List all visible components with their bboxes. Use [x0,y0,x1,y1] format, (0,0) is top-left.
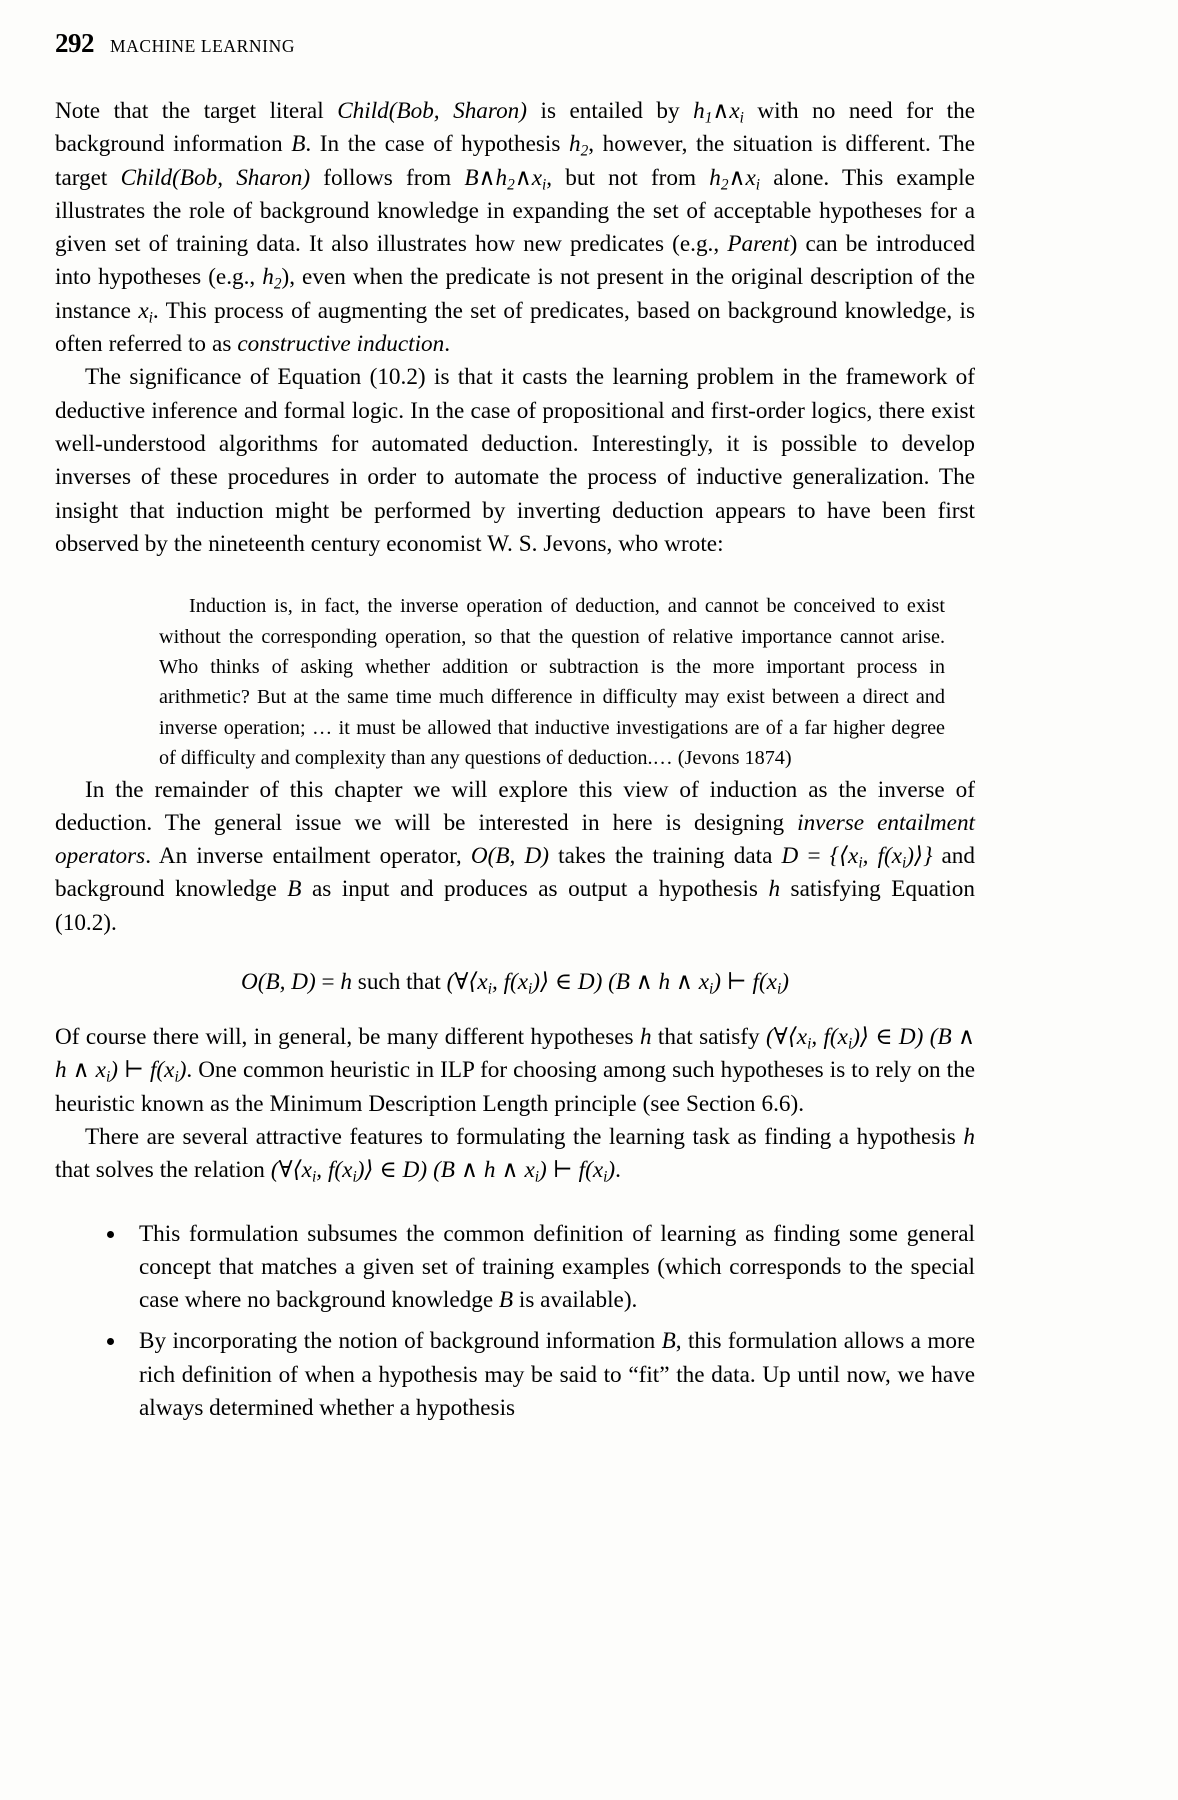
p1-h-2: h [569,131,581,158]
eq-O: O [241,969,258,996]
p5-h: h [963,1123,975,1150]
p5-rel-sub-1: i [311,1168,317,1186]
p1-x-3: x [745,164,756,191]
quotation-text: Induction is, in fact, the inverse operation of deduction, and cannot be conceived to exist without the corresponding operation, so that the question of relative importance cannot arise. Who thinks of asking whether addition or subtraction is the more important process in arithmetic? But at the same time much difference in difficulty may exist between a direct and inverse operation; … it must be allowed that inductive investigations are of a far higher degree of difficulty and complexity than any questions of deduction.… (Jevons 1874) [159,595,945,770]
eq-mid-3: ) ⊢ f(x [713,969,777,996]
p5-rel-sub-2: i [352,1168,357,1186]
p3-seg-f: satisfying Equation (10.2). [55,876,975,936]
p1-h-1-sub: 1 [704,109,713,127]
p1-seg-g: , but not from [546,164,710,191]
eq-sub-i-3: i [709,980,714,998]
running-head [55,28,975,59]
p3-B: B [287,876,302,903]
p5-rel-close: ) [607,1157,616,1184]
p4-rel-sub-4: i [174,1068,179,1086]
eq-forall-open: (∀⟨x [446,969,488,996]
p3-seg-e: as input and produces as output a hypothesis [301,876,769,903]
jevons-quotation [55,591,975,773]
p1-x-1-sub: i [739,109,744,127]
p4-rel-sub-1: i [807,1035,812,1053]
p3-D: D [781,843,799,870]
p3-set-mid: , f(x [862,843,903,870]
eq-sub-i-2: i [528,980,533,998]
p4-seg-b: that satisfy [651,1024,766,1051]
p1-seg-e: , however, the situation is different. The target [55,131,976,191]
p4-rel-open: (∀⟨x [766,1024,808,1051]
bullet-2-seg-a: By incorporating the notion of background information [139,1328,662,1355]
p4-rel-mid-2: )⟩ ∈ D) (B ∧ h ∧ x [55,1024,975,1084]
p5-seg-a: There are several attractive features to formulating the learning task as finding a hypothesis [85,1123,964,1150]
bullet-1-symbol: B [498,1287,514,1314]
p1-and-2: ∧ [478,164,496,191]
p3-equals: = [798,843,830,870]
p4-h: h [639,1024,652,1051]
paragraph-2: The significance of Equation (10.2) is that it casts the learning problem in the framework of deductive inference and formal logic. In the case of propositional and first-order logics, there exist well-understood algorithms for automated deduction. Interestingly, it is possible to develop inverses of these procedures in order to automate the process of inductive generalization. The insight that induction might be performed by inverting deduction appears to have been first observed by the nineteenth century economist W. S. Jevons, who wrote: [55,364,975,557]
p1-h-4: h [709,164,721,191]
p1-child-2: Child [120,164,173,191]
p1-x-2-sub: i [542,175,547,193]
p1-seg-k: . This process of augmenting the set of predicates, based on background knowledge, is often referred to as [55,297,975,358]
p5-rel-open: (∀⟨x [270,1157,312,1184]
list-item [55,1325,975,1425]
bullet-2-symbol: B [661,1328,676,1355]
bullet-icon [107,1231,114,1238]
p1-seg-i: ) can be introduced into hypotheses (e.g., [55,231,975,291]
displayed-equation [55,966,975,999]
p5-seg-b: that solves the relation [55,1157,271,1184]
eq-O-args: (B, D) [257,969,316,996]
p3-h: h [768,876,781,903]
p1-seg-c: with no need for the background information [55,98,975,158]
p3-set-close: )⟩} [906,843,933,870]
bullet-icon [107,1338,114,1345]
p5-rel-sub-4: i [603,1168,608,1186]
p5-rel-sub-3: i [534,1168,540,1186]
eq-h: h [340,969,352,996]
p1-h-1: h [693,98,705,124]
p4-rel-sub-3: i [105,1068,111,1086]
p5-rel-mid-2: )⟩ ∈ D) (B ∧ h ∧ x [356,1157,535,1184]
eq-sub-i-1: i [487,980,492,998]
eq-mid-2: )⟩ ∈ D) (B ∧ h ∧ x [532,969,709,996]
p1-h-4-sub: 2 [720,175,729,193]
p1-and-4: ∧ [728,164,746,191]
eq-sub-i-4: i [776,980,782,998]
p1-x-2: x [531,164,543,191]
list-item [55,1218,975,1318]
feature-list [55,1218,975,1426]
eq-mid-1: , f(x [491,969,529,996]
p1-x-4: x [138,297,149,324]
p1-and-1: ∧ [712,98,730,124]
p3-set-sub-2: i [902,854,907,872]
paragraph-5 [55,1121,975,1188]
p1-args-1: (Bob, Sharon) [388,98,527,124]
p1-h-5-sub: 2 [273,275,282,293]
p4-rel-mid-1: , f(x [811,1024,848,1051]
p3-seg-d: and background knowledge [55,843,975,903]
page-content [55,28,975,1433]
bullet-2-seg-b: , this formulation allows a more rich definition of when a hypothesis may be said to “fit” the data. Up until now, we have always determined whether a hypothesis [139,1328,975,1422]
bullet-1-seg-b: is available). [513,1287,638,1314]
eq-such-that: such that [352,969,447,996]
bullet-1-seg-a: This formulation subsumes the common definition of learning as finding some general concept that matches a given set of training examples (which corresponds to the special case where no background knowledge [139,1220,975,1314]
p1-seg-b: is entailed by [526,98,694,124]
p1-h-2-sub: 2 [580,142,589,160]
p1-h-5: h [262,264,274,291]
p5-seg-c: . [615,1157,621,1184]
p3-seg-a: In the remainder of this chapter we will explore this view of induction as the inverse of deduction. The general issue we will be interested in here is designing [55,776,975,836]
p1-seg-a: Note that the target literal [55,98,338,124]
p1-h-3-sub: 2 [507,175,515,193]
paragraph-1 [55,95,975,361]
p4-seg-c: . One common heuristic in ILP for choosing among such hypotheses is to rely on the heuristic known as the Minimum Description Length principle (see Section 6.6). [55,1057,976,1117]
p3-set-sub-1: i [858,854,863,872]
p3-inverse-entailment-operators: inverse entailment operators [55,809,975,870]
p1-seg-h: alone. This example illustrates the role of background knowledge in expanding the set of acceptable hypotheses for a given set of training data. It also illustrates how new predicates (e.g., [55,164,975,258]
p3-O-args: (B, D) [487,843,549,870]
p1-constructive-induction: constructive induction [237,331,445,358]
p3-O: O [470,843,488,870]
paragraph-4 [55,1021,975,1121]
p3-set-open: {⟨x [829,843,859,870]
p3-seg-b: . An inverse entailment operator, [145,843,471,870]
p5-rel-mid-3: ) ⊢ f(x [539,1157,604,1184]
book-title: MACHINE LEARNING [110,36,296,56]
p1-parent: Parent [727,231,790,258]
p4-rel-sub-2: i [847,1035,853,1053]
p1-args-2: (Bob, Sharon) [172,164,311,191]
p1-x-1: x [729,98,740,124]
p4-rel-close: ) [178,1057,187,1084]
p1-x-3-sub: i [755,175,760,193]
p4-seg-a: Of course there will, in general, be many different hypotheses [55,1024,640,1051]
p4-rel-mid-3: ) ⊢ f(x [110,1057,175,1084]
p1-seg-j: ), even when the predicate is not present in the original description of the instance [55,264,975,324]
eq-equals: = [315,969,341,996]
page-number: 292 [55,28,94,58]
p1-h-3: h [495,164,508,191]
p1-seg-l: . [444,331,451,358]
eq-close: ) [781,969,789,996]
p1-child-1: Child [337,98,389,124]
p1-B-2: B [464,164,479,191]
p1-x-4-sub: i [148,309,153,327]
p5-rel-mid-1: , f(x [316,1157,353,1184]
p1-seg-d: . In the case of hypothesis [305,131,569,158]
p3-seg-c: takes the training data [548,843,782,870]
p1-and-3: ∧ [514,164,532,191]
paragraph-3 [55,774,975,940]
p1-B-1: B [291,131,306,158]
p1-seg-f: follows from [310,164,465,191]
